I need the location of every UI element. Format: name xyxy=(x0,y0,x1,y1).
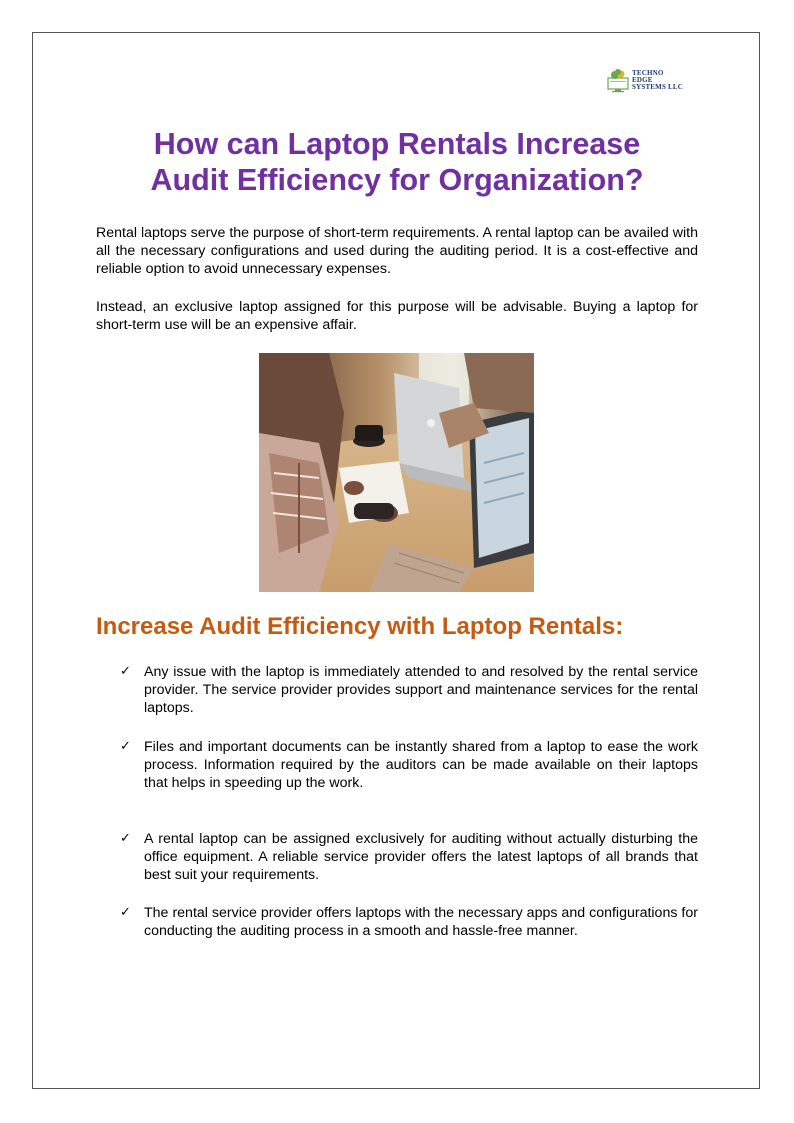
section-heading: Increase Audit Efficiency with Laptop Rentals: xyxy=(96,613,624,640)
logo-computer-icon xyxy=(606,67,630,93)
checkmark-icon: ✓ xyxy=(120,739,131,754)
list-item-text: Any issue with the laptop is immediately attended to and resolved by the rental service provider. The service provider provides support and maintenance services for the rental laptops. xyxy=(144,664,698,716)
checkmark-icon: ✓ xyxy=(120,831,131,846)
list-item-text: A rental laptop can be assigned exclusively for auditing without actually disturbing the office equipment. A reliable service provider offers the latest laptops of all brands that best suit your requirements. xyxy=(144,831,698,883)
title-line-1: How can Laptop Rentals Increase xyxy=(153,127,641,161)
checkmark-icon: ✓ xyxy=(120,664,131,679)
logo-text xyxy=(632,70,683,91)
checkmark-icon: ✓ xyxy=(120,905,131,920)
list-item-text: Files and important documents can be instantly shared from a laptop to ease the work process. Information required by the auditors can be made available on their laptops that helps in speeding up the work. xyxy=(144,739,698,791)
laptops-photo xyxy=(259,353,534,592)
document-title xyxy=(96,126,698,198)
list-item-text: The rental service provider offers laptops with the necessary apps and configurations for conducting the auditing process in a smooth and hassle-free manner. xyxy=(144,905,698,939)
intro-paragraph-2: Instead, an exclusive laptop assigned for this purpose will be advisable. Buying a laptop for short-term use will be an expensive affair. xyxy=(96,299,698,333)
intro-paragraph-1: Rental laptops serve the purpose of short-term requirements. A rental laptop can be availed with all the necessary configurations and used during the auditing period. It is a cost-effective and reliable option to avoid unnecessary expenses. xyxy=(96,225,698,277)
logo-line-1: TECHNO xyxy=(632,68,664,77)
title-line-2: Audit Efficiency for Organization? xyxy=(150,163,644,197)
logo-line-3: SYSTEMS LLC xyxy=(632,82,684,91)
logo-line-2: EDGE xyxy=(632,75,653,84)
company-logo xyxy=(606,66,698,94)
